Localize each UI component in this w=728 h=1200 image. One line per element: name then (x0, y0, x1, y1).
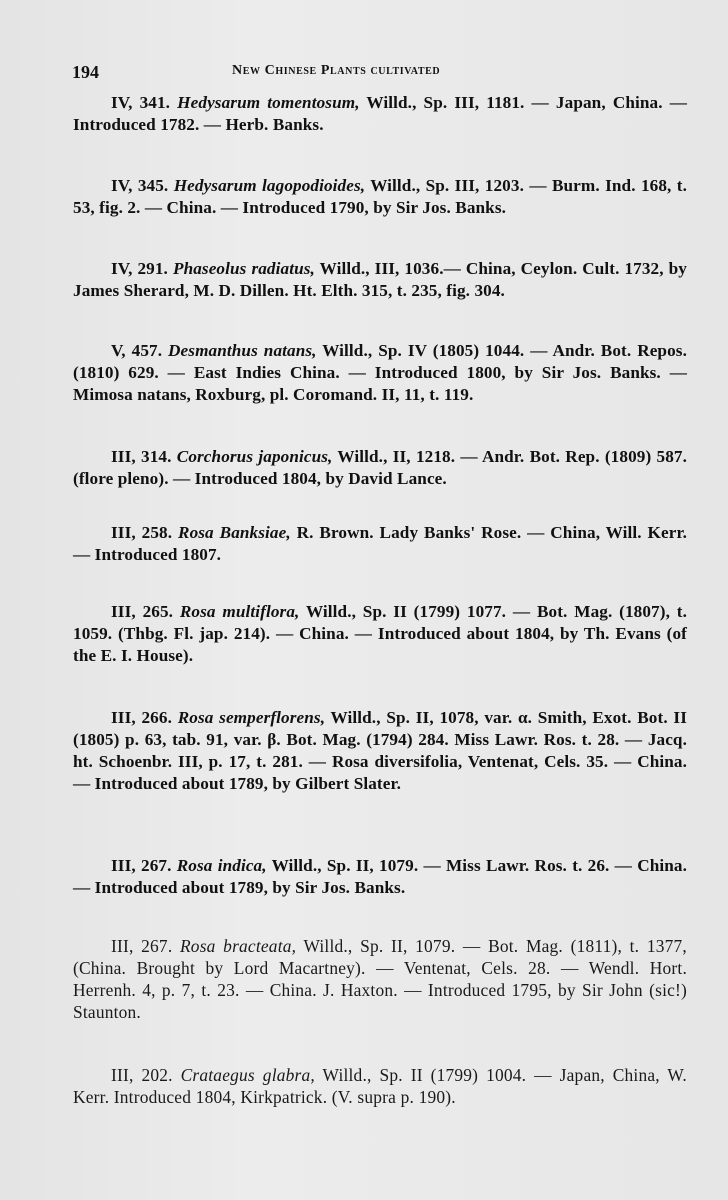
page-number: 194 (72, 62, 99, 82)
entry-ref: III, 267. (111, 936, 173, 956)
entry-ref: III, 314. (111, 447, 172, 466)
entry-text: Willd., III, 1036.— China, Ceylon. Cult. 1732, by James Sherard, M. D. Dillen. Ht. Elth. 315, t. 235, fig. 304. (73, 259, 687, 300)
page-header (72, 62, 692, 84)
entry-species-name: Rosa multiflora, (179, 602, 300, 621)
entry-text: Willd., II, 1218. — Andr. Bot. Rep. (1809) 587. (flore pleno). — Introduced 1804, by David Lance. (73, 447, 688, 488)
entry-species-name: Rosa semperflorens, (177, 708, 326, 727)
entry-ref: V, 457. (111, 341, 163, 360)
entry-rosa-semperflorens (73, 707, 687, 795)
entry-text: Willd., Sp. II, 1078, var. α. Smith, Exot. Bot. II (1805) p. 63, tab. 91, var. β. Bot. Mag. (1794) 284. Miss Lawr. Ros. t. 28. — Jacq. ht. Schoenbr. III, p. 17, t. 281. — Rosa diversifolia, Ventenat, Cels. 35. — China. — Introduced about 1789, by Gilbert Slater. (73, 708, 688, 793)
entry-species-name: Rosa bracteata, (179, 936, 297, 956)
entry-species-name: Rosa indica, (176, 856, 267, 875)
entry-ref: III, 266. (111, 708, 172, 727)
entry-species-name: Desmanthus natans, (168, 341, 317, 360)
entry-text: Willd., Sp. III, 1203. — Burm. Ind. 168, t. 53, fig. 2. — China. — Introduced 1790, by Sir Jos. Banks. (73, 176, 687, 217)
entry-species-name: Hedysarum lagopodioides, (173, 176, 366, 195)
entry-rosa-multiflora (73, 601, 687, 667)
entry-ref: III, 258. (111, 523, 173, 542)
entry-ref: IV, 341. (111, 93, 171, 112)
entry-ref: III, 267. (111, 856, 172, 875)
entry-text: Willd., Sp. II (1799) 1077. — Bot. Mag. (1807), t. 1059. (Thbg. Fl. jap. 214). — China. — Introduced about 1804, by Th. Evans (of the E. I. House). (73, 602, 687, 665)
entry-ref: III, 202. (111, 1065, 173, 1085)
entry-ref: IV, 291. (111, 259, 168, 278)
entry-text: Willd., Sp. II, 1079. — Bot. Mag. (1811), t. 1377, (China. Brought by Lord Macartney). — Ventenat, Cels. 28. — Wendl. Hort. Herrenh. 4, p. 7, t. 23. — China. J. Haxton. — Introduced 1795, by Sir John (sic!) Staunton. (73, 936, 687, 1022)
entry-rosa-indica (73, 855, 687, 899)
entry-desmanthus-natans (73, 340, 687, 406)
entry-species-name: Rosa Banksiae, (178, 523, 291, 542)
entry-text: Willd., Sp. IV (1805) 1044. — Andr. Bot. Repos. (1810) 629. — East Indies China. — Introduced 1800, by Sir Jos. Banks. — Mimosa natans, Roxburg, pl. Coromand. II, 11, t. 119. (73, 341, 687, 404)
entry-hedysarum-tomentosum (73, 92, 687, 136)
entry-crataegus-glabra (73, 1064, 687, 1108)
entry-text: Willd., Sp. II (1799) 1004. — Japan, China, W. Kerr. Introduced 1804, Kirkpatrick. (V. supra p. 190). (73, 1065, 687, 1107)
entry-hedysarum-lagopodioides (73, 175, 687, 219)
entry-rosa-banksiae (73, 522, 687, 566)
entry-ref: III, 265. (111, 602, 174, 621)
entry-text: R. Brown. Lady Banks' Rose. — China, Will. Kerr. — Introduced 1807. (73, 523, 688, 564)
entry-species-name: Hedysarum tomentosum, (177, 93, 360, 112)
entry-species-name: Phaseolus radiatus, (172, 259, 315, 278)
entry-phaseolus-radiatus (73, 258, 687, 302)
entry-corchorus-japonicus (73, 446, 687, 490)
entry-species-name: Crataegus glabra, (180, 1065, 315, 1085)
running-title: New Chinese Plants cultivated (232, 63, 441, 78)
entry-species-name: Corchorus japonicus, (176, 447, 333, 466)
entry-text: Willd., Sp. II, 1079. — Miss Lawr. Ros. t. 26. — China. — Introduced about 1789, by Sir Jos. Banks. (73, 856, 687, 897)
entry-ref: IV, 345. (111, 176, 169, 195)
entry-text: Willd., Sp. III, 1181. — Japan, China. — Introduced 1782. — Herb. Banks. (73, 93, 688, 134)
entry-rosa-bracteata (73, 935, 687, 1023)
